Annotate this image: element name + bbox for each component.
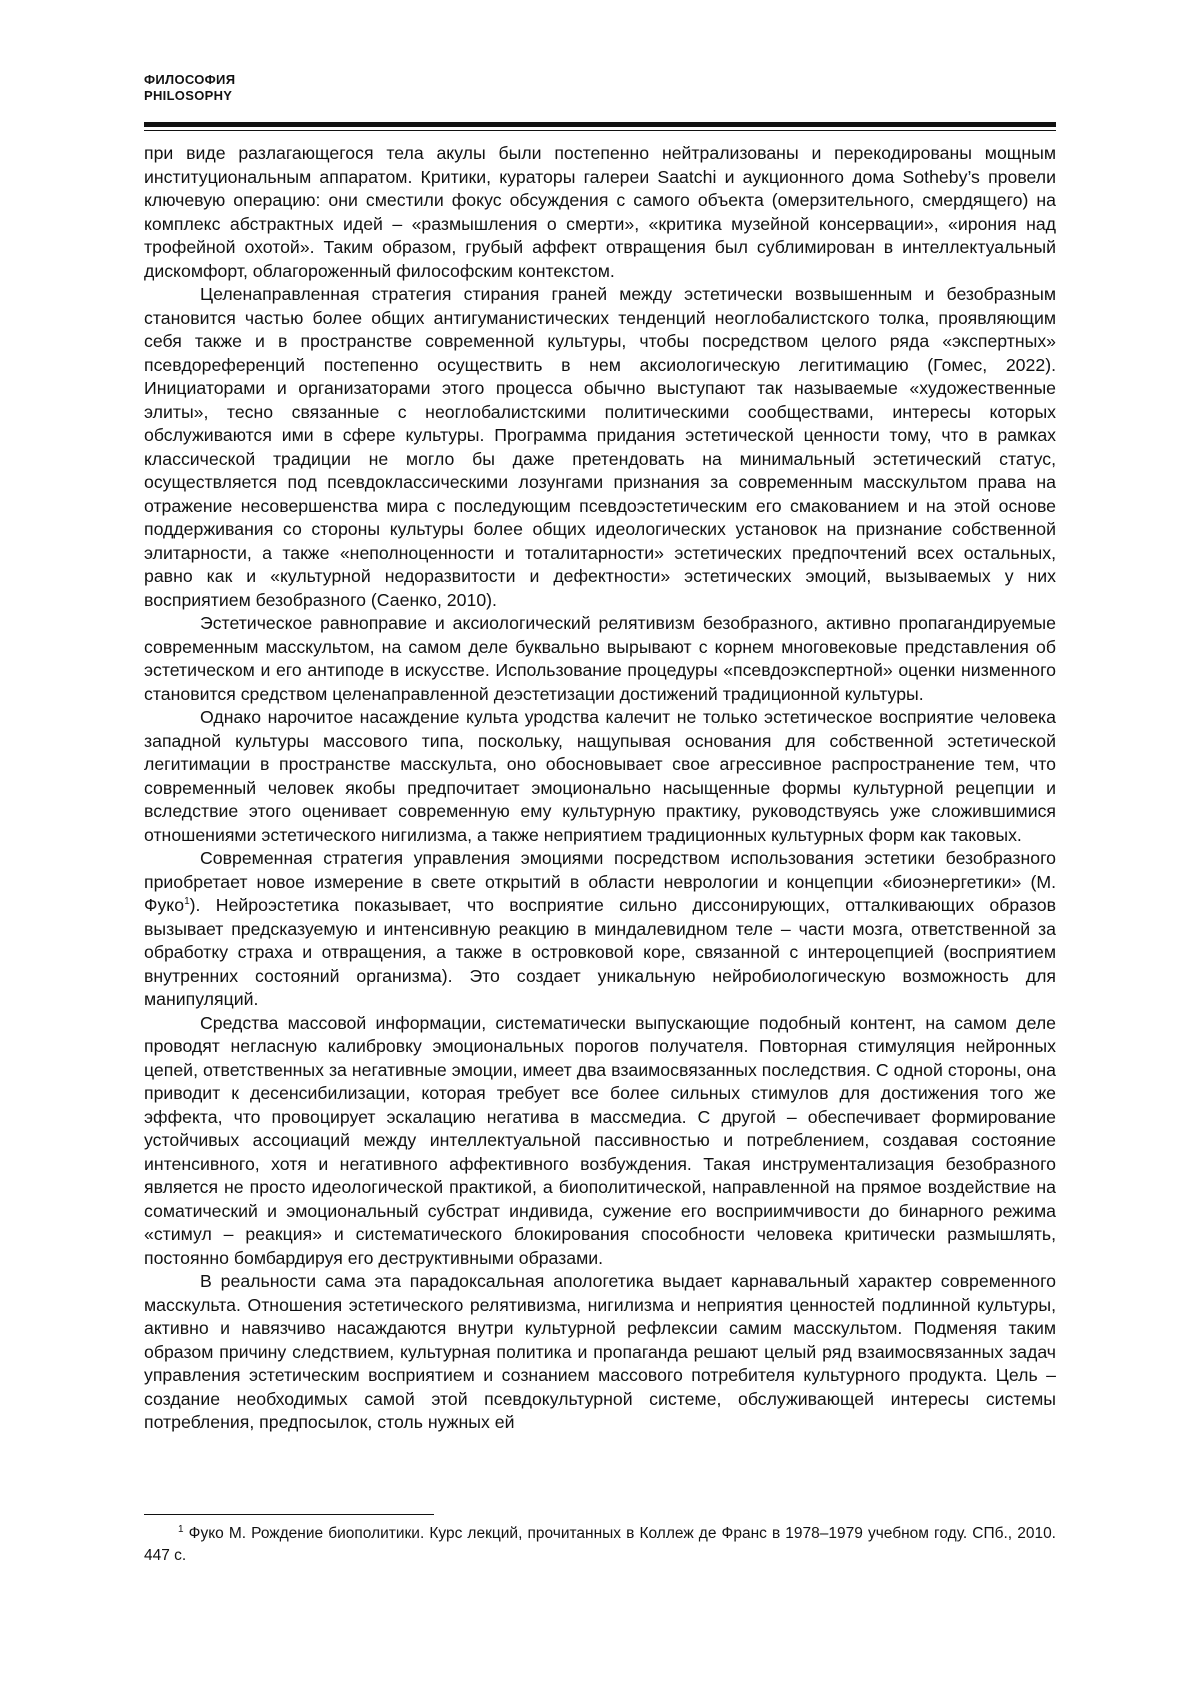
- paragraph-continued: при виде разлагающегося тела акулы были постепенно нейтрализованы и перекодированы мощным институциональным аппаратом. Критики, кураторы галереи Saatchi и аукционного дома Sotheby’s провели ключевую операцию: они сместили фокус обсуждения с самого объекта (омерзительного, смердящего) на комплекс абстрактных идей – «размышления о смерти», «критика музейной консервации», «ирония над трофейной охотой». Таким образом, грубый аффект отвращения был сублимирован в интеллектуальный дискомфорт, облагороженный философским контекстом.: [144, 143, 1056, 281]
- header-rule-thin: [144, 130, 1056, 131]
- paragraph: В реальности сама эта парадоксальная апологетика выдает карнавальный характер современного масскульта. Отношения эстетического релятивизма, нигилизма и неприятия ценностей подлинной культуры, активно и навязчиво насаждаются внутри культурной рефлексии самим масскультом. Подменяя таким образом причину следствием, культурная политика и пропаганда решают целый ряд взаимосвязанных задач управления эстетическим восприятием и сознанием массового потребителя культурного продукта. Цель – создание необходимых самой этой псевдокультурной системе, обслуживающей интересы системы потребления, предпосылок, столь нужных ей: [144, 1271, 1056, 1432]
- footnote: [144, 1523, 1056, 1567]
- paragraph: Средства массовой информации, систематически выпускающие подобный контент, на самом деле проводят негласную калибровку эмоциональных порогов получателя. Повторная стимуляция нейронных цепей, ответственных за негативные эмоции, имеет два взаимосвязанных последствия. С одной стороны, она приводит к десенсибилизации, которая требует все более сильных стимулов для достижения того же эффекта, что провоцирует эскалацию негатива в массмедиа. С другой – обеспечивает формирование устойчивых ассоциаций между интеллектуальной пассивностью и потреблением, создавая состояние интенсивного, хотя и негативного аффективного возбуждения. Такая инструментализация безобразного является не просто идеологической практикой, а биополитической, направленной на прямое воздействие на соматический и эмоциональный субстрат индивида, сужение его восприимчивости до бинарного режима «стимул – реакция» и систематического блокирования способности человека критически размышлять, постоянно бомбардируя его деструктивными образами.: [144, 1012, 1056, 1268]
- footnote-mark: 1: [178, 1523, 184, 1535]
- footnote-text: Фуко М. Рождение биополитики. Курс лекций, прочитанных в Коллеж де Франс в 1978–1979 учебном году. СПб., 2010. 447 с.: [144, 1525, 1056, 1564]
- section-title-ru: ФИЛОСОФИЯ: [144, 72, 236, 87]
- paragraph-text: ). Нейроэстетика показывает, что восприятие сильно диссонирующих, отталкивающих образов вызывает предсказуемую и интенсивную реакцию в миндалевидном теле – части мозга, ответственной за обработку страха и отвращения, а также в островковой коре, связанной с интероцепцией (восприятием внутренних состояний организма). Это создает уникальную нейробиологическую возможность для манипуляций.: [144, 895, 1056, 1009]
- paragraph-neuroaesthetics: [144, 847, 1056, 1012]
- article-body: [144, 142, 1056, 1435]
- paragraph: Целенаправленная стратегия стирания граней между эстетически возвышенным и безобразным становится частью более общих антигуманистических тенденций неоглобалистского толка, проявляющим себя также и в пространстве современной культуры, чтобы посредством целого ряда «экспертных» псевдореференций постепенно осуществить в нем аксиологическую легитимацию (Гомес, 2022). Инициаторами и организаторами этого процесса обычно выступают так называемые «художественные элиты», тесно связанные с неоглобалистскими политическими сообществами, интересы которых обслуживаются ими в сфере культуры. Программа придания эстетической ценности тому, что в рамках классической традиции не могло бы даже претендовать на минимальный эстетический статус, осуществляется под псевдоклассическими лозунгами признания за современным масскультом права на отражение несовершенства мира с последующим псевдоэстетическим его смакованием и на этой основе поддерживания со стороны культуры более общих идеологических установок на признание собственной элитарности, а также «неполноценности и тоталитарности» эстетических предпочтений всех остальных, равно как и «культурной недоразвитости и дефектности» эстетических эмоций, вызываемых у них восприятием безобразного (Саенко, 2010).: [144, 284, 1056, 610]
- header-rule-thick: [144, 122, 1056, 127]
- running-header: [144, 72, 235, 104]
- paragraph-text: Современная стратегия управления эмоциями посредством использования эстетики безобразного приобретает новое измерение в свете открытий в области неврологии и концепции «биоэнергетики» (М. Фуко: [144, 848, 1056, 915]
- paragraph: Однако нарочитое насаждение культа уродства калечит не только эстетическое восприятие человека западной культуры массового типа, поскольку, нащупывая основания для собственной эстетической легитимации в пространстве масскульта, оно обосновывает свое агрессивное распространение тем, что современный человек якобы предпочитает эмоционально насыщенные формы культурной рецепции и вследствие этого оценивает современную ему культурную практику, руководствуясь уже сложившимися отношениями эстетического нигилизма, а также неприятием традиционных культурных форм как таковых.: [144, 707, 1056, 845]
- section-title-en: PHILOSOPHY: [144, 88, 233, 103]
- footnote-separator: [144, 1514, 434, 1515]
- footnote-reference[interactable]: 1: [184, 896, 190, 908]
- paragraph: Эстетическое равноправие и аксиологический релятивизм безобразного, активно пропагандируемые современным масскультом, на самом деле буквально вырывают с корнем многовековые представления об эстетическом и его антиподе в искусстве. Использование процедуры «псевдоэкспертной» оценки низменного становится средством целенаправленной деэстетизации достижений традиционной культуры.: [144, 613, 1056, 704]
